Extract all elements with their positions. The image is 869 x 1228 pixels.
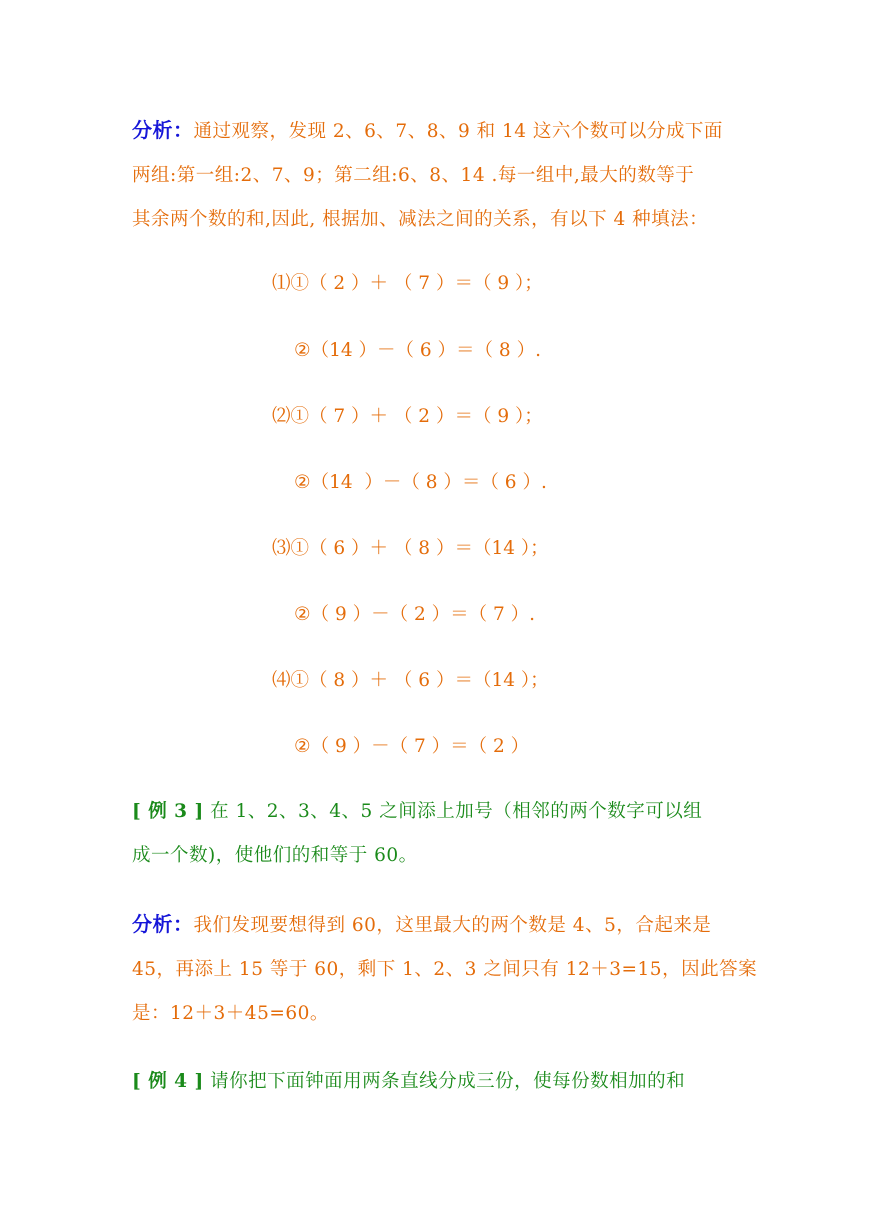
example-4-label: [ 例 4 ] [132,1071,204,1092]
analysis-2-label: 分析： [132,912,194,936]
equation-1b: ②（14 ）－（ 6 ）＝（ 8 ）. [294,340,541,361]
analysis-1-line-3: 其余两个数的和,因此, 根据加、减法之间的关系，有以下 4 种填法： [132,209,709,230]
example-4-line-1: [ 例 4 ] 请你把下面钟面用两条直线分成三份，使每份数相加的和 [132,1071,686,1092]
equation-3b: ②（ 9 ）－（ 2 ）＝（ 7 ）. [294,604,536,625]
equation-2b: ②（14 ）－（ 8 ）＝（ 6 ）. [294,472,547,493]
example-3-line-1: [ 例 3 ] 在 1、2、3、4、5 之间添上加号（相邻的两个数字可以组 [132,801,703,822]
equation-3a: ⑶①（ 6 ）＋ （ 8 ）＝（14 ）； [272,538,549,559]
example-3-line-2: 成一个数)，使他们的和等于 60。 [132,845,418,866]
analysis-2-line-2: 45，再添上 15 等于 60，剩下 1、2、3 之间只有 12＋3=15，因此答案 [132,959,758,980]
analysis-2 [132,902,758,1036]
example-4 [132,1060,742,1104]
analysis-2-line-3: 是：12＋3＋45=60。 [132,1003,329,1024]
analysis-1 [132,108,742,242]
equation-4b: ②（ 9 ）－（ 7 ）＝（ 2 ） [294,736,530,757]
equation-4a: ⑷①（ 8 ）＋ （ 6 ）＝（14 ）； [272,670,549,691]
analysis-1-line-2: 两组:第一组:2、7、9；第二组:6、8、14 .每一组中,最大的数等于 [132,165,695,186]
analysis-1-label: 分析： [132,118,194,142]
example-3 [132,790,742,878]
equation-2a: ⑵①（ 7 ）＋ （ 2 ）＝（ 9 ）； [272,406,543,427]
equation-1a: ⑴①（ 2 ）＋ （ 7 ）＝（ 9 ）； [272,273,543,294]
analysis-1-line-1: 分析：通过观察，发现 2、6、7、8、9 和 14 这六个数可以分成下面 [132,118,723,142]
example-3-label: [ 例 3 ] [132,801,204,822]
analysis-2-line-1: 分析：我们发现要想得到 60，这里最大的两个数是 4、5，合起来是 [132,912,712,936]
